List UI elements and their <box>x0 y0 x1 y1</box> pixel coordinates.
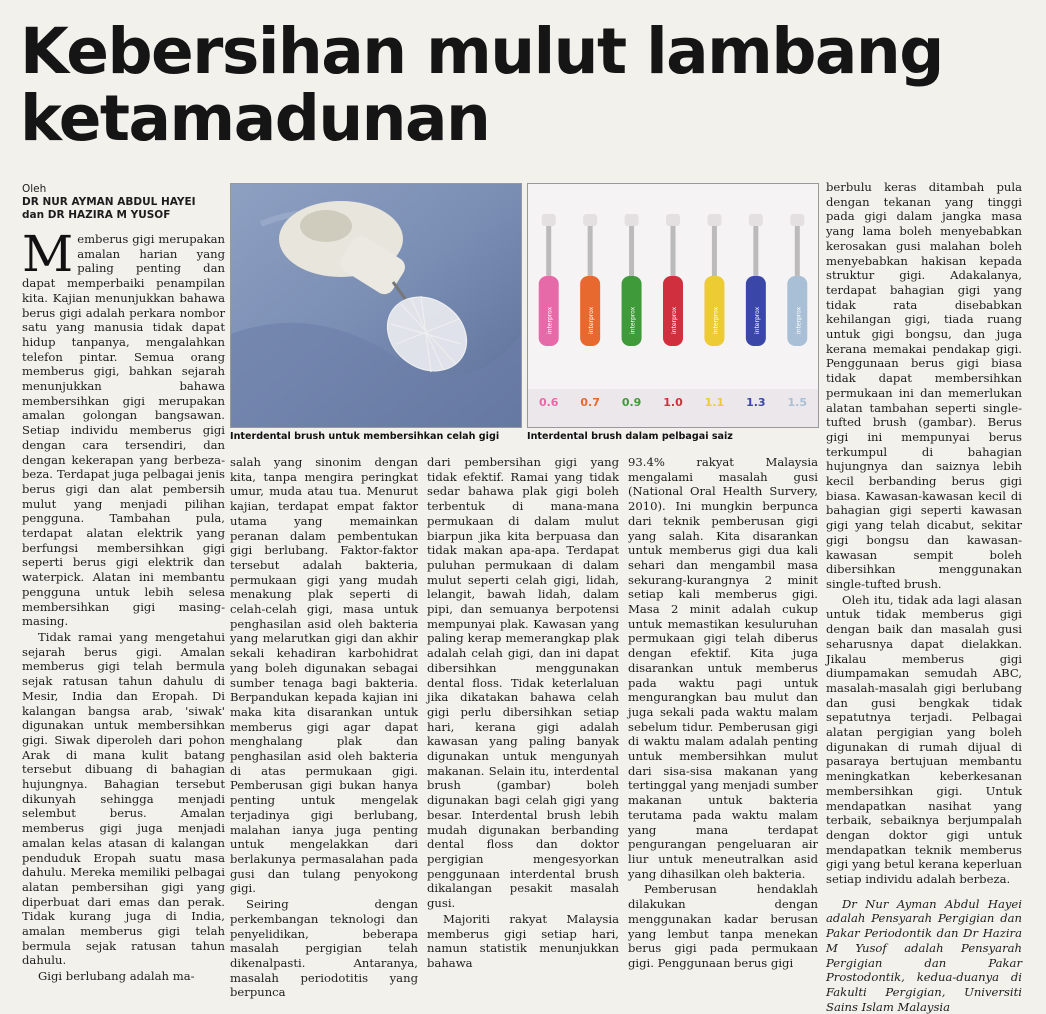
brush-brand-label: interprox <box>712 306 720 334</box>
brush-size-label: 0.7 <box>580 396 600 409</box>
article-paragraph: Pemberusan hendaklah dilakukan dengan menggunakan kadar berusan yang lembut tanpa menekan berus gigi pada permukaan gigi. Penggunaan berus gigi <box>628 882 818 970</box>
drop-cap: M <box>22 225 74 283</box>
brush-brand-label: interprox <box>671 306 678 334</box>
byline-author-2: dan DR HAZIRA M YUSOF <box>22 209 171 221</box>
photo-interdental-brush <box>230 183 522 428</box>
byline-author-1: DR NUR AYMAN ABDUL HAYEI <box>22 196 196 208</box>
article-paragraph: berbulu keras ditambah pula dengan tekanan yang tinggi pada gigi dalam jangka masa yang lama boleh menyebabkan kerosakan gusi malahan boleh menyebabkan hakisan kepada struktur gigi. Adakalanya, terdapat bahagian gigi yang tidak rata disebabkan kehilangan gigi, tiada ruang untuk gigi bongsu, dan juga kerana memakai pendakap gigi. Penggunaan berus gigi biasa tidak dapat membersihkan permukaan ini dan memerlukan alatan tambahan seperti single-tufted brush (gambar). Berus gigi ini mempunyai berus terkumpul di bahagian hujungnya dan saiznya lebih kecil berbanding berus gigi biasa. Kawasan-kawasan kecil di bahagian gigi seperti kawasan gigi yang telah dicabut, sekitar gigi bongsu dan kawasan-kawasan sempit boleh dibersihkan menggunakan single-tufted brush. <box>826 180 1022 591</box>
headline <box>20 15 1030 155</box>
article-column-4 <box>628 455 818 970</box>
headline-line-1: Kebersihan mulut lambang <box>20 15 943 88</box>
brush-cap <box>625 214 639 226</box>
caption-left-photo: Interdental brush untuk membersihkan celah gigi <box>230 431 500 442</box>
article-paragraph: Oleh itu, tidak ada lagi alasan untuk tidak memberus gigi dengan baik dan masalah gusi seharusnya dapat dielakkan. Jikalau memberus gigi diumpamakan semudah ABC, masalah-masalah gigi berlubang dan gusi bengkak tidak sepatutnya terjadi. Pelbagai alatan pergigian yang boleh digunakan di rumah dijual di pasaraya bertujuan membantu meningkatkan keberkesanan membersihkan gigi. Untuk mendapatkan nasihat yang terbaik, sebaiknya berjumpalah dengan doktor gigi untuk mendapatkan teknik memberus gigi yang betul kerana keperluan setiap individu adalah berbeza. <box>826 592 1022 887</box>
brush-size-label: 0.6 <box>538 396 559 409</box>
article-paragraph: Majoriti rakyat Malaysia memberus gigi setiap hari, namun statistik menunjukkan bahawa <box>427 911 619 970</box>
article-paragraph: dari pembersihan gigi yang tidak efektif. Ramai yang tidak sedar bahawa plak gigi boleh terbentuk di mana-mana permukaan di dalam mulut biarpun jika kita berpuasa dan tidak makan apa-apa. Terdapat puluhan permukaan di dalam mulut seperti celah gigi, lidah, lelangit, bawah lidah, dalam pipi, dan semuanya berpotensi mempunyai plak. Kawasan yang paling kerap memerangkap plak adalah celah gigi, dan ini dapat dibersihkan menggunakan dental floss. Tidak keterlaluan jika dikatakan bahawa celah gigi perlu dibersihkan setiap hari, kerana gigi adalah kawasan yang paling banyak digunakan untuk mengunyah makanan. Selain itu, interdental brush (gambar) boleh digunakan bagi celah gigi yang besar. Interdental brush lebih mudah digunakan berbanding dental floss dan doktor pergigian mengesyorkan penggunaan interdental brush dikalangan pesakit masalah gusi. <box>427 455 619 911</box>
article-column-1 <box>22 225 225 984</box>
article-column-5 <box>826 180 1022 1014</box>
brush-brand-label: interprox <box>588 306 596 334</box>
brush-brand-label: interprox <box>629 306 637 334</box>
photo-brush-sizes <box>527 183 819 428</box>
brush-cap <box>749 214 763 226</box>
brush-size-label: 1.1 <box>704 396 725 409</box>
brush-size-label: 1.0 <box>663 396 683 409</box>
byline <box>22 183 232 222</box>
article-paragraph: Memberus gigi merupakan amalan harian yang paling penting dan dapat memperbaiki penampilan kita. Kajian menunjukkan bahawa berus gigi adalah perkara nombor satu yang manusia tidak dapat hidup tanpanya, mengalahkan telefon pintar. Semua orang memberus gigi, bahkan sejarah menunjukkan bahawa membersihkan gigi merupakan amalan golongan bangsawan. Setiap individu memberus gigi dengan cara tersendiri, dan dengan kekerapan yang berbeza-beza. Terdapat juga pelbagai jenis berus gigi dan alat pembersih mulut yang menjadi pilihan pengguna. Tambahan pula, terdapat alatan elektrik yang berfungsi membersihkan gigi seperti berus gigi elektrik dan waterpick. Alatan ini membantu pengguna untuk lebih selesa membersihkan gigi masing-masing. <box>22 225 225 629</box>
brush-size-label: 0.9 <box>621 396 642 409</box>
article-column-3 <box>427 455 619 970</box>
brush-sizes-illustration <box>528 184 818 427</box>
brush-brand-label: interprox <box>753 306 761 334</box>
brush-size-label: 1.5 <box>787 396 808 409</box>
author-credit: Dr Nur Ayman Abdul Hayei adalah Pensyarah Pergigian dan Pakar Periodontik dan Dr Hazira M Yusof adalah Pensyarah Pergigian dan Pakar Prostodontik, kedua-duanya di Fakulti Pergigian, Universiti Sains Islam Malaysia <box>826 896 1022 1014</box>
caption-right-photo: Interdental brush dalam pelbagai saiz <box>527 431 733 442</box>
brush-brand-label: interprox <box>795 306 803 334</box>
article-paragraph: Seiring dengan perkembangan teknologi dan penyelidikan, beberapa masalah pergigian telah dikenalpasti. Antaranya, masalah periodotitis yang berpunca <box>230 897 418 1000</box>
brush-size-label: 1.3 <box>746 396 766 409</box>
byline-label: Oleh <box>22 183 47 195</box>
brush-cap <box>790 214 804 226</box>
headline-line-2: ketamadunan <box>20 82 490 155</box>
brush-brand-label: interprox <box>546 306 554 334</box>
article-column-2 <box>230 455 418 1000</box>
article-paragraph: salah yang sinonim dengan kita, tanpa mengira peringkat umur, muda atau tua. Menurut kajian, terdapat empat faktor utama yang memainkan peranan dalam pembentukan gigi berlubang. Faktor-faktor tersebut adalah bakteria, permukaan gigi yang mudah menakung plak seperti di celah-celah gigi, masa untuk penghasilan asid oleh bakteria yang melarutkan gigi dan akhir sekali kehadiran karbohidrat yang boleh digunakan sebagai sumber tenaga bagi bakteria. Berpandukan kepada kajian ini maka kita disarankan untuk memberus gigi agar dapat menghalang plak dan penghasilan asid oleh bakteria di atas permukaan gigi. Pemberusan gigi bukan hanya penting untuk mengelak terjadinya gigi berlubang, malahan ianya juga penting untuk mengelakkan dari berlakunya permasalahan pada gusi dan tulang penyokong gigi. <box>230 455 418 896</box>
article-paragraph: 93.4% rakyat Malaysia mengalami masalah gusi (National Oral Health Survery, 2010). Ini mungkin berpunca dari teknik pemberusan gigi yang salah. Kita disarankan untuk memberus gigi dua kali sehari dan mengambil masa sekurang-kurangnya 2 minit setiap kali memberus gigi. Masa 2 minit adalah cukup untuk memastikan kesuluruhan permukaan gigi telah diberus dengan efektif. Kita juga disarankan untuk memberus pada waktu pagi untuk mengurangkan bau mulut dan juga sekali pada waktu malam sebelum tidur. Pemberusan gigi di waktu malam adalah penting untuk membersihkan mulut dari sisa-sisa makanan yang tertinggal yang menjadi sumber makanan untuk bakteria terutama pada waktu malam yang mana terdapat pengurangan pengeluaran air liur untuk meneutralkan asid yang dihasilkan oleh bakteria. <box>628 455 818 881</box>
brush-cap <box>583 214 597 226</box>
article-paragraph: Tidak ramai yang mengetahui sejarah berus gigi. Amalan memberus gigi telah bermula sejak ratusan tahun dahulu di Mesir, India dan Eropah. Di kalangan bangsa arab, 'siwak' digunakan untuk membersihkan gigi. Siwak diperoleh dari pohon Arak di mana kulit batang tersebut dibuang di bahagian hujungnya. Bahagian tersebut dikunyah sehingga menjadi selembut berus. Amalan memberus gigi juga menjadi amalan kelas atasan di kalangan penduduk Eropah suatu masa dahulu. Mereka memiliki pelbagai alatan pembersihan gigi yang diperbuat dari emas dan perak. Tidak kurang juga di India, amalan memberus gigi telah bermula sejak ratusan tahun dahulu. <box>22 629 225 968</box>
brush-cap <box>707 214 721 226</box>
interdental-brush-illustration <box>231 184 521 427</box>
article-paragraph: Gigi berlubang adalah ma- <box>38 969 195 984</box>
brush-cap <box>666 214 680 226</box>
brush-cap <box>542 214 556 226</box>
